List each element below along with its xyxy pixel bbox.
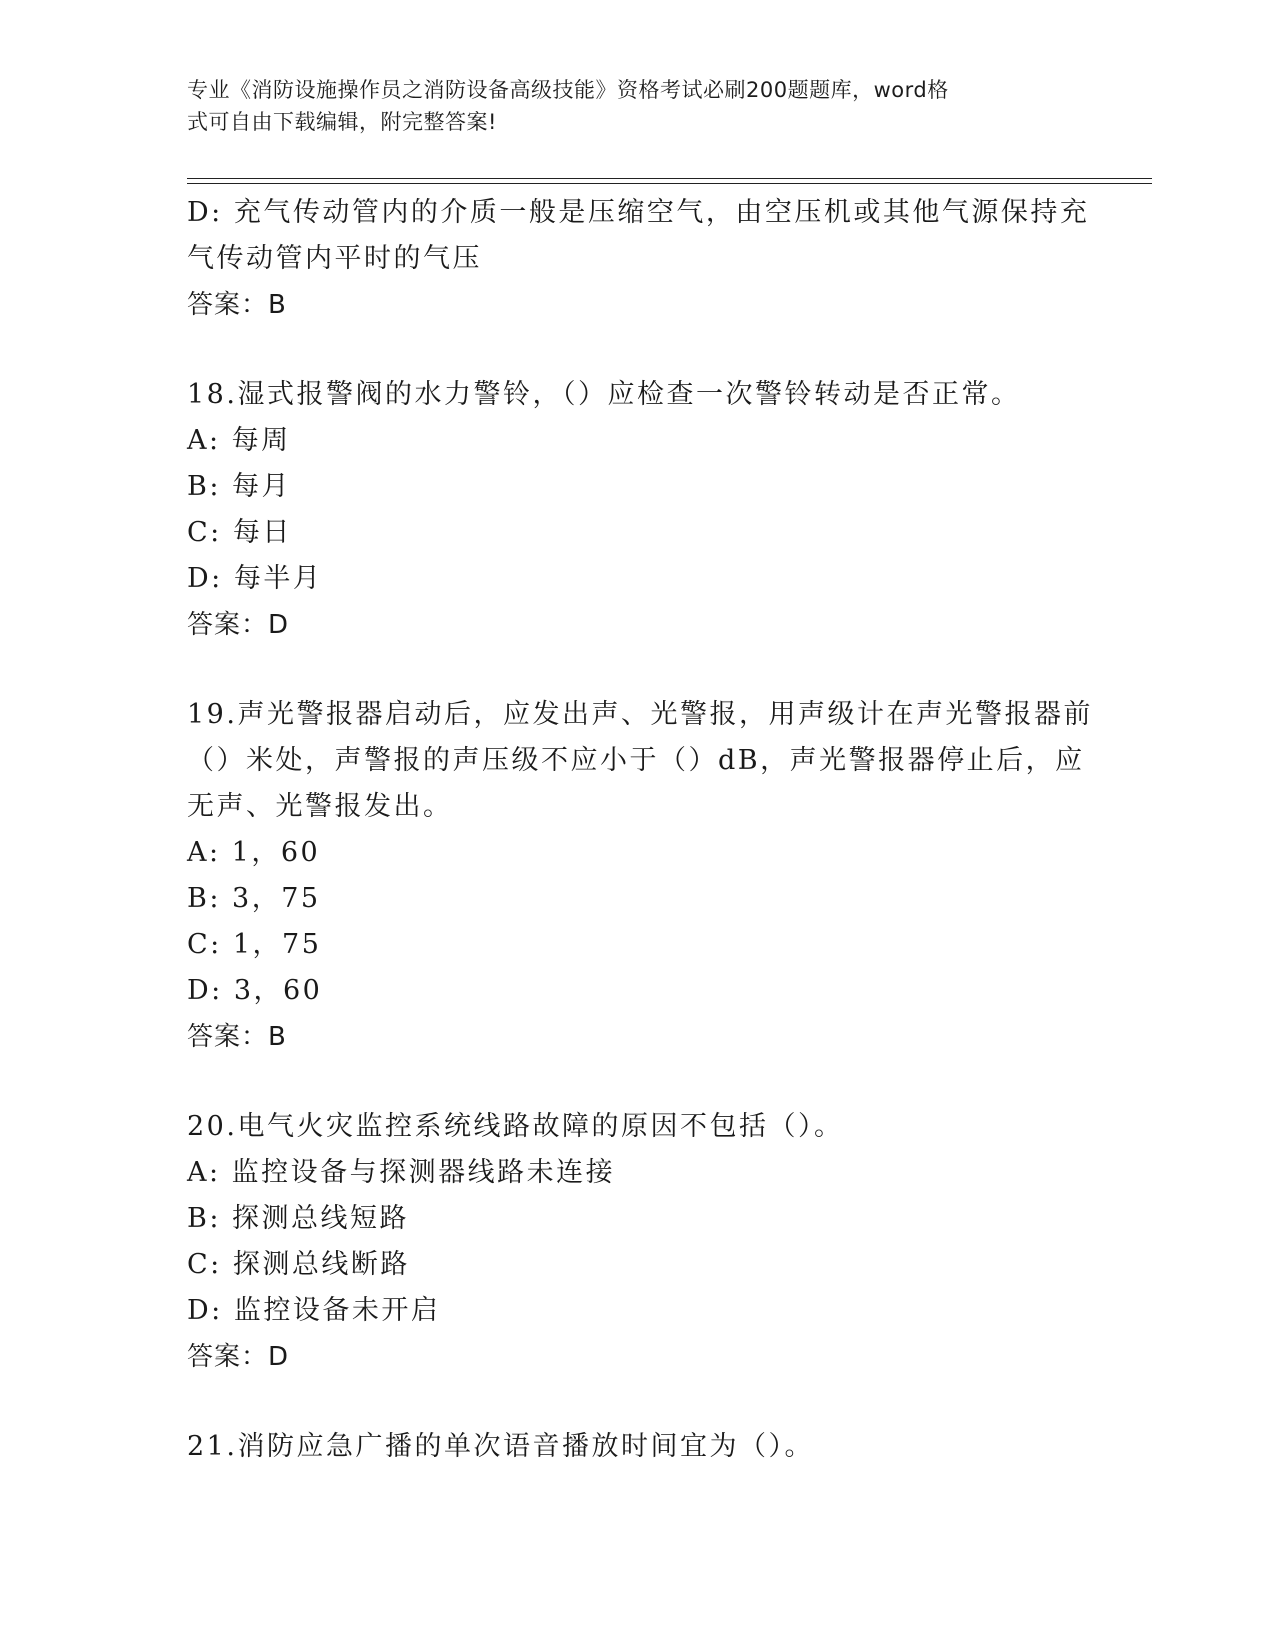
question-stem: 18.湿式报警阀的水力警铃，（）应检查一次警铃转动是否正常。 [187, 379, 1021, 410]
question-stem: 19.声光警报器启动后，应发出声、光警报，用声级计在声光警报器前 [187, 699, 1093, 730]
document-header: 专业《消防设施操作员之消防设备高级技能》资格考试必刷200题题库，word格 式可自由下载编辑，附完整答案! [187, 78, 949, 134]
option-d: D: 监控设备未开启 [187, 1295, 441, 1326]
answer: 答案：D [187, 610, 290, 640]
option-b: B: 探测总线短路 [187, 1203, 410, 1234]
option-a: A: 1，60 [187, 837, 321, 868]
option-b: B: 每月 [187, 471, 292, 502]
question-stem: 20.电气火灾监控系统线路故障的原因不包括（）。 [187, 1111, 844, 1142]
spacer [187, 1060, 1087, 1104]
question-17-tail [187, 190, 1090, 328]
question-stem-continued: 无声、光警报发出。 [187, 791, 453, 822]
option-d: D: 充气传动管内的介质一般是压缩空气，由空压机或其他气源保持充 [187, 197, 1090, 228]
header-divider-top [187, 178, 1152, 179]
option-b: B: 3，75 [187, 883, 321, 914]
option-a: A: 监控设备与探测器线路未连接 [187, 1157, 616, 1188]
option-c: C: 每日 [187, 517, 292, 548]
option-c: C: 探测总线断路 [187, 1249, 410, 1280]
spacer [187, 328, 1087, 372]
option-a: A: 每周 [187, 425, 291, 456]
answer: 答案：B [187, 290, 287, 320]
question-18 [187, 372, 1087, 648]
answer: 答案：D [187, 1342, 290, 1372]
question-21 [187, 1424, 1087, 1470]
option-d: D: 每半月 [187, 563, 323, 594]
question-19 [187, 692, 1093, 1060]
question-stem-continued: （）米处，声警报的声压级不应小于（）dB，声光警报器停止后，应 [187, 745, 1085, 776]
option-c: C: 1，75 [187, 929, 322, 960]
spacer [187, 1380, 1087, 1424]
spacer [187, 648, 1087, 692]
answer: 答案：B [187, 1022, 287, 1052]
option-d: D: 3，60 [187, 975, 323, 1006]
option-d-continued: 气传动管内平时的气压 [187, 243, 482, 274]
question-20 [187, 1104, 1087, 1380]
question-stem: 21.消防应急广播的单次语音播放时间宜为（）。 [187, 1431, 814, 1462]
header-divider-bottom [187, 183, 1152, 184]
question-list [187, 190, 1093, 1470]
